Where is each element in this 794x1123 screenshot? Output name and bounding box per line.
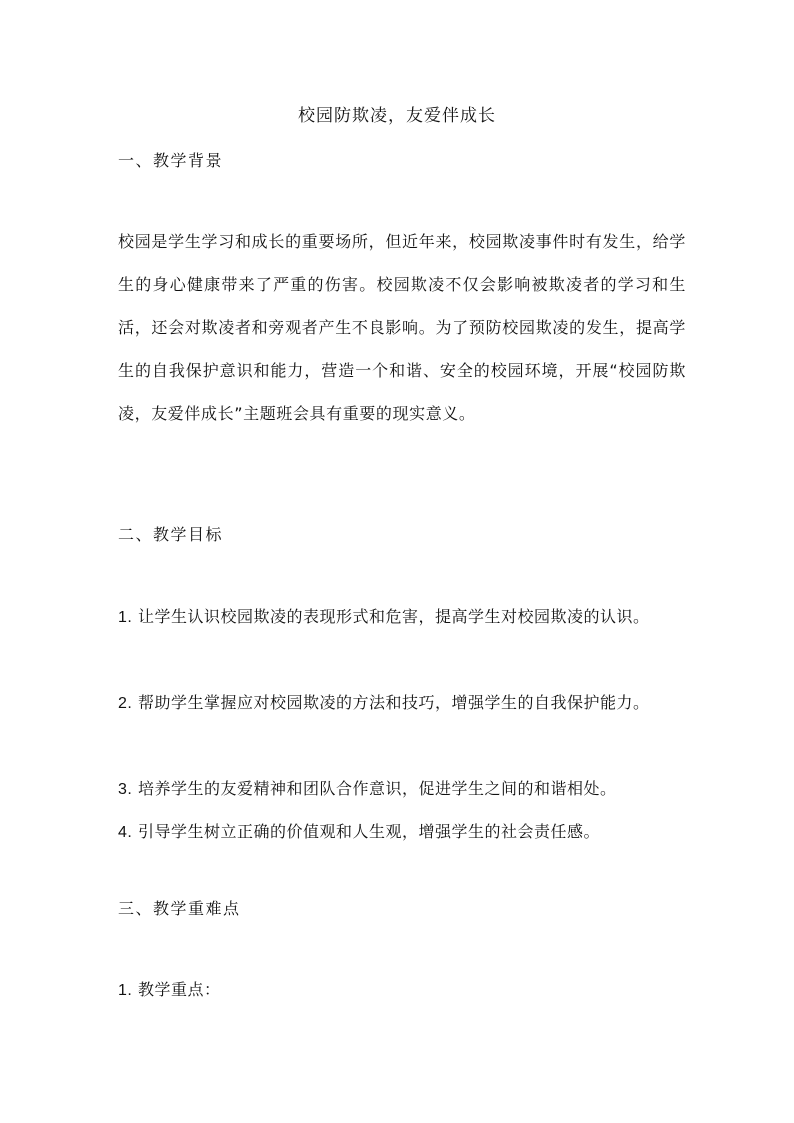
objective-number: 4.: [118, 824, 133, 841]
background-paragraph: 校园是学生学习和成长的重要场所，但近年来，校园欺凌事件时有发生，给学生的身心健康带来了严重的伤害。校园欺凌不仅会影响被欺凌者的学习和生活，还会对欺凌者和旁观者产生不良影响。为了预防校园欺凌的发生，提高学生的自我保护意识和能力，营造一个和谐、安全的校园环境，开展“校园防欺凌，友爱伴成长”主题班会具有重要的现实意义。: [118, 232, 686, 423]
objective-text: 培养学生的友爱精神和团队合作意识，促进学生之间的和谐相处。: [137, 779, 617, 798]
objective-number: 2.: [118, 695, 133, 712]
objective-item: [118, 810, 686, 854]
objective-item: [118, 681, 686, 725]
objective-item: [118, 767, 686, 811]
objective-text: 引导学生树立正确的价值观和人生观，增强学生的社会责任感。: [137, 822, 600, 841]
objective-text: 让学生认识校园欺凌的表现形式和危害，提高学生对校园欺凌的认识。: [137, 607, 650, 626]
section-heading-background: 一、教学背景: [118, 151, 224, 170]
objective-number: 1.: [118, 609, 133, 626]
key-point-item: [118, 968, 686, 1012]
key-point-text: 教学重点：: [137, 980, 221, 999]
objective-number: 3.: [118, 781, 133, 798]
key-point-number: 1.: [118, 982, 133, 999]
section-heading-key-points: 三、教学重难点: [118, 899, 241, 918]
document-title: 校园防欺凌，友爱伴成长: [298, 106, 496, 126]
section-heading-objectives: 二、教学目标: [118, 525, 224, 544]
objective-item: [118, 595, 686, 639]
objective-text: 帮助学生掌握应对校园欺凌的方法和技巧，增强学生的自我保护能力。: [137, 693, 650, 712]
